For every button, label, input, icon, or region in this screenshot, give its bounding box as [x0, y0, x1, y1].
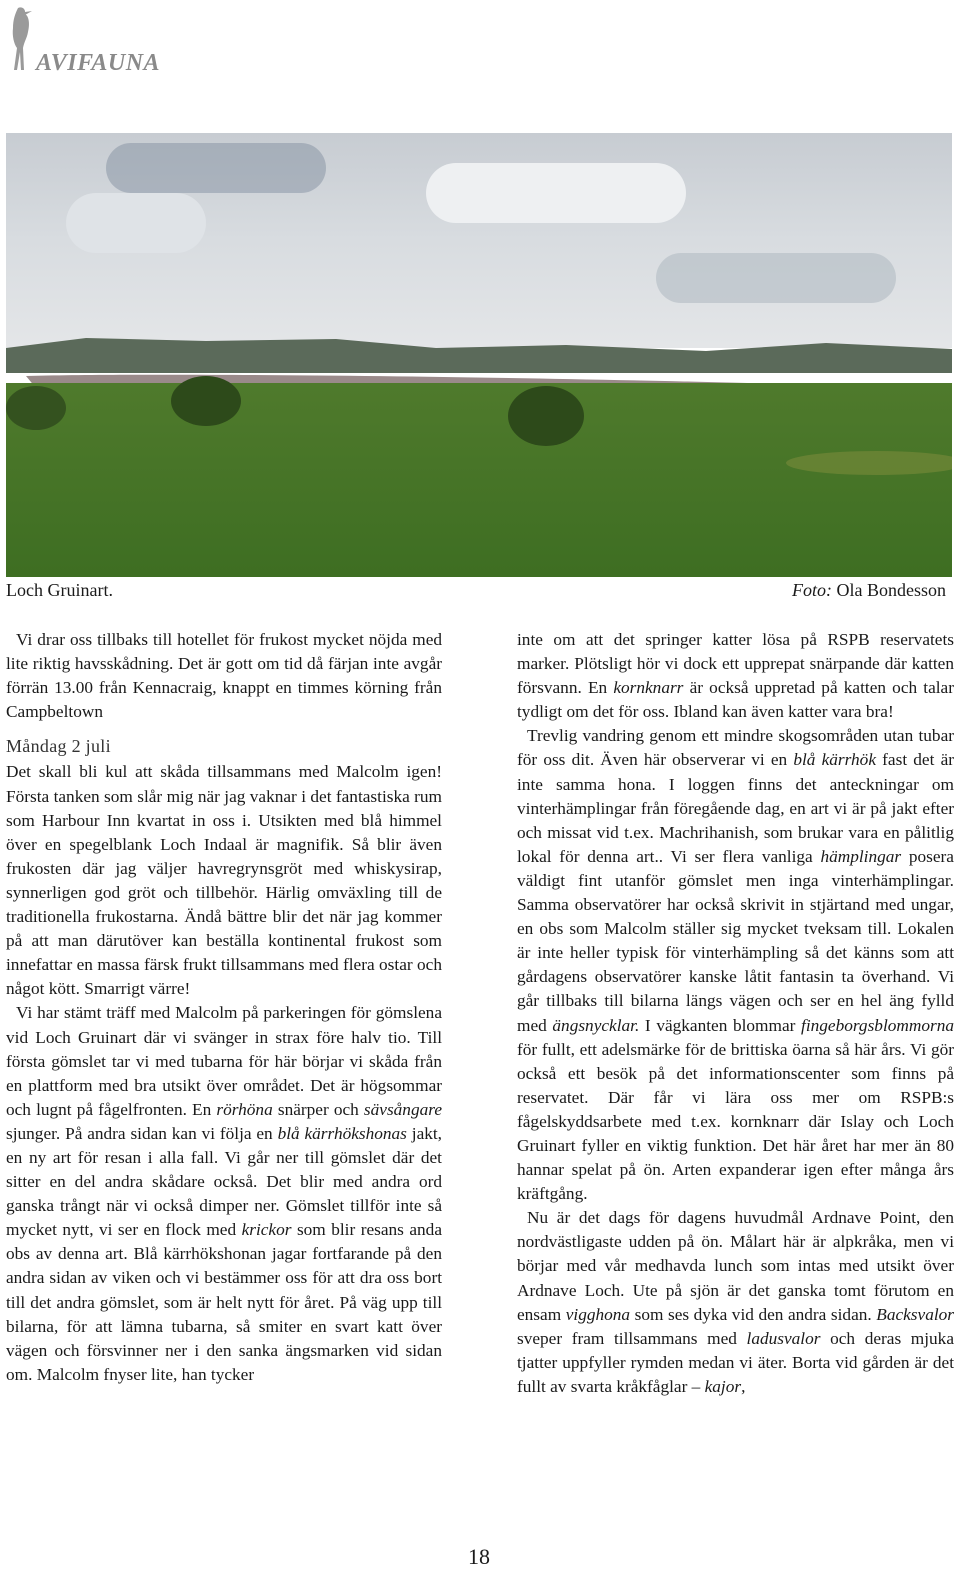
paragraph: Vi har stämt träff med Malcolm på parkeringen för gömslena vid Loch Gruinart där vi svänger in strax före halv tio. Till första gömslet tar vi med tubarna för här börjar vi skåda från en plattform med bra utsikt över området. Det är högsommar och lugnt på fågelfronten. En rörhöna snärper och sävsångare sjunger. På andra sidan kan vi följa en blå kärrhökshonas jakt, en ny art för resan i alla fall. Vi går ner till gömslet där det sitter en del andra skådare också. Det blir med andra ord ganska trångt när vi också dimper ner. Gömslet tillför inte så mycket nytt, vi ser en flock med krickor som blir resans anda obs av denna art. Blå kärrhökshonan jagar fortfarande på den andra sidan av viken och vi bestämmer oss för att dra oss bort till det andra gömslet, som är helt nytt för året. På väg upp till bilarna, för att lämna tubarna, så smiter en svart katt över vägen och försvinner ner i den sanka ängsmarken vid sidan om. Malcolm fnyser lite, han tycker [6, 1003, 443, 1384]
right-column [517, 628, 954, 1399]
paragraph: Trevlig vandring genom ett mindre skogsområden utan tubar för oss dit. Även här observerar vi en blå kärrhök fast det är inte samma hona. I loggen finns det anteckningar om vinterhämplingar från föregående dag, en art vi är på jakt efter och missat vid t.ex. Machrihanish, som brukar vara en pålitlig lokal för denna art.. Vi ser flera vanliga hämplingar posera väldigt fint utanför gömslet men inga vinterhämplingar. Samma observatörer har också skrivit in stjärtand med ungar, en obs som Malcolm ställer sig mycket tveksam till. Lokalen är inte heller typisk för vinterhämpling så det känns som att gårdagens observatörer kanske låtit fantasin ta överhand. Vi går tillbaks till bilarna längs vägen och ser en hel äng fylld med ängsnycklar. I vägkanten blommar fingeborgsblommorna för fullt, ett adelsmärke för de brittiska öarna så här års. Vi gör också ett besök på det informationscenter som finns på reservatet. Där får vi lära oss mer om RSPB:s fågelskyddsarbete med t.ex. kornknarr där Islay och Loch Gruinart fyller en viktig funktion. Det här året har mer än 80 hannar spelat på ön. Arten expanderar igen efter många års kräftgång. [517, 726, 954, 1204]
page-number: 18 [468, 1544, 490, 1569]
paragraph: Nu är det dags för dagens huvudmål Ardnave Point, den nordvästligaste udden på ön. Målart här är alpkråka, men vi börjar med vår medhavda lunch som intas med utsikt över Ardnave Loch. Ute på sjön är det ganska tomt förutom en ensam vigghona som ses dyka vid den andra sidan. Backsvalor sveper fram tillsammans med ladusvalor och deras mjuka tjatter uppfyller rymden medan vi äter. Borta vid gården är det fullt av svarta kråkfåglar – kajor, [517, 1208, 955, 1396]
paragraph: inte om att det springer katter lösa på RSPB reservatets marker. Plötsligt hör vi dock ett upprepat snärpande där katten försvann. En kornknarr är också uppretad på katten och talar tydligt om det för oss. Ibland kan även katter vara bra! [517, 630, 954, 722]
photo-caption: Loch Gruinart. [6, 580, 113, 600]
avifauna-logo [6, 4, 206, 78]
left-column [6, 628, 442, 1387]
photo-credit-name: Ola Bondesson [836, 580, 946, 600]
paragraph: Vi drar oss tillbaks till hotellet för frukost mycket nöjda med lite riktig havsskådning. Det är gott om tid då färjan inte avgår förrän 13.00 från Kennacraig, knappt en timmes körning från Campbeltown [6, 630, 442, 722]
paragraph: Det skall bli kul att skåda tillsammans med Malcolm igen! Första tanken som slår mig när jag vaknar i det fantastiska rum som Harbour Inn kvartat in oss i. Utsikten med blå himmel över en spegelblank Loch Indaal är magnifik. Så blir även frukosten där jag väljer havregrynsgröt med whiskysirap, synnerligen god gröt och tillbehör. Härlig omväxling till de traditionella frukostarna. Ändå bättre blir det när jag kommer på att man därutöver kan beställa kontinental frukost som innefattar en massa färsk frukt tillsammans med flera ostar och något kött. Smarrigt värre! [6, 762, 442, 999]
photo-credit-label: Foto: [792, 580, 832, 600]
bird-silhouette-icon [6, 4, 36, 76]
section-heading: Måndag 2 juli [6, 736, 111, 757]
landscape-photo [6, 133, 952, 577]
photo-credit [792, 580, 946, 601]
logo-text: AVIFAUNA [36, 50, 161, 76]
